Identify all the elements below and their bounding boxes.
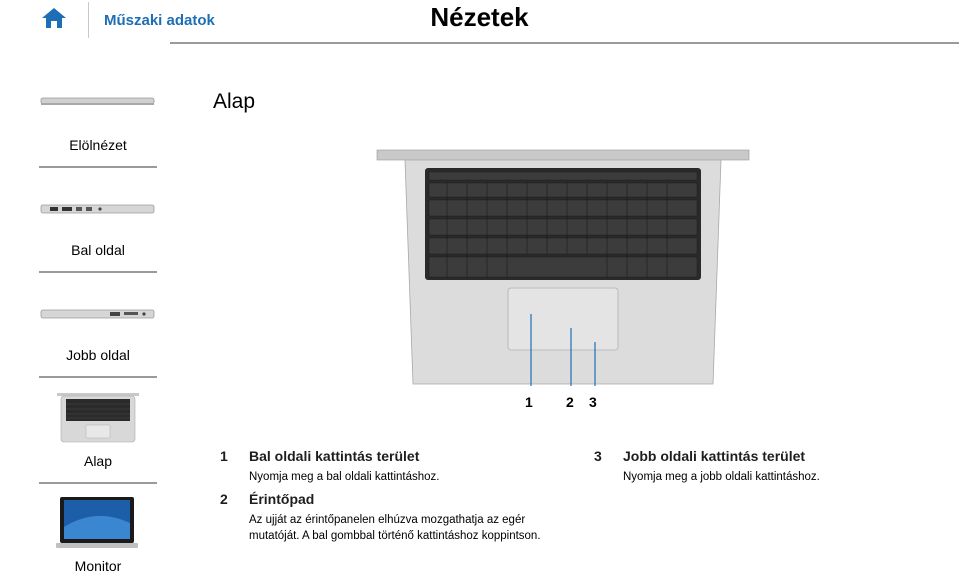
description-title: Bal oldali kattintás terület	[249, 448, 420, 464]
description-number: 1	[220, 448, 228, 464]
section-link[interactable]: Műszaki adatok	[104, 12, 215, 29]
header-rule	[170, 42, 959, 44]
callout-number: 3	[589, 394, 597, 410]
description-number: 2	[220, 491, 228, 507]
right-side-thumbnail[interactable]	[40, 307, 155, 321]
sidebar-divider	[39, 166, 157, 168]
base-view-thumbnail[interactable]	[55, 393, 141, 443]
sidebar-item-base[interactable]: Alap	[83, 453, 113, 469]
description-text: Nyomja meg a bal oldali kattintáshoz.	[249, 471, 440, 483]
sidebar-divider	[39, 482, 157, 484]
monitor-thumbnail[interactable]	[56, 497, 138, 549]
sidebar-item-monitor[interactable]: Monitor	[74, 558, 122, 572]
sidebar-item-right[interactable]: Jobb oldal	[66, 347, 130, 363]
view-subtitle: Alap	[213, 90, 256, 113]
page-title: Nézetek	[430, 2, 529, 32]
sidebar-divider	[39, 376, 157, 378]
description-title: Érintőpad	[249, 491, 315, 507]
description-text: Nyomja meg a jobb oldali kattintáshoz.	[623, 471, 820, 483]
sidebar-divider	[39, 271, 157, 273]
laptop-base-image	[375, 148, 751, 388]
description-title: Jobb oldali kattintás terület	[623, 448, 806, 464]
callout-number: 2	[566, 394, 574, 410]
front-view-thumbnail[interactable]	[40, 95, 155, 109]
description-number: 3	[594, 448, 602, 464]
sidebar-item-front[interactable]: Elölnézet	[69, 137, 127, 153]
callout-number: 1	[525, 394, 533, 410]
description-text: Az ujját az érintőpanelen elhúzva mozgathatja az egér mutatóját. A bal gombbal történő kattintáshoz koppintson.	[249, 514, 541, 542]
sidebar-item-left[interactable]: Bal oldal	[71, 242, 125, 258]
left-side-thumbnail[interactable]	[40, 202, 155, 216]
